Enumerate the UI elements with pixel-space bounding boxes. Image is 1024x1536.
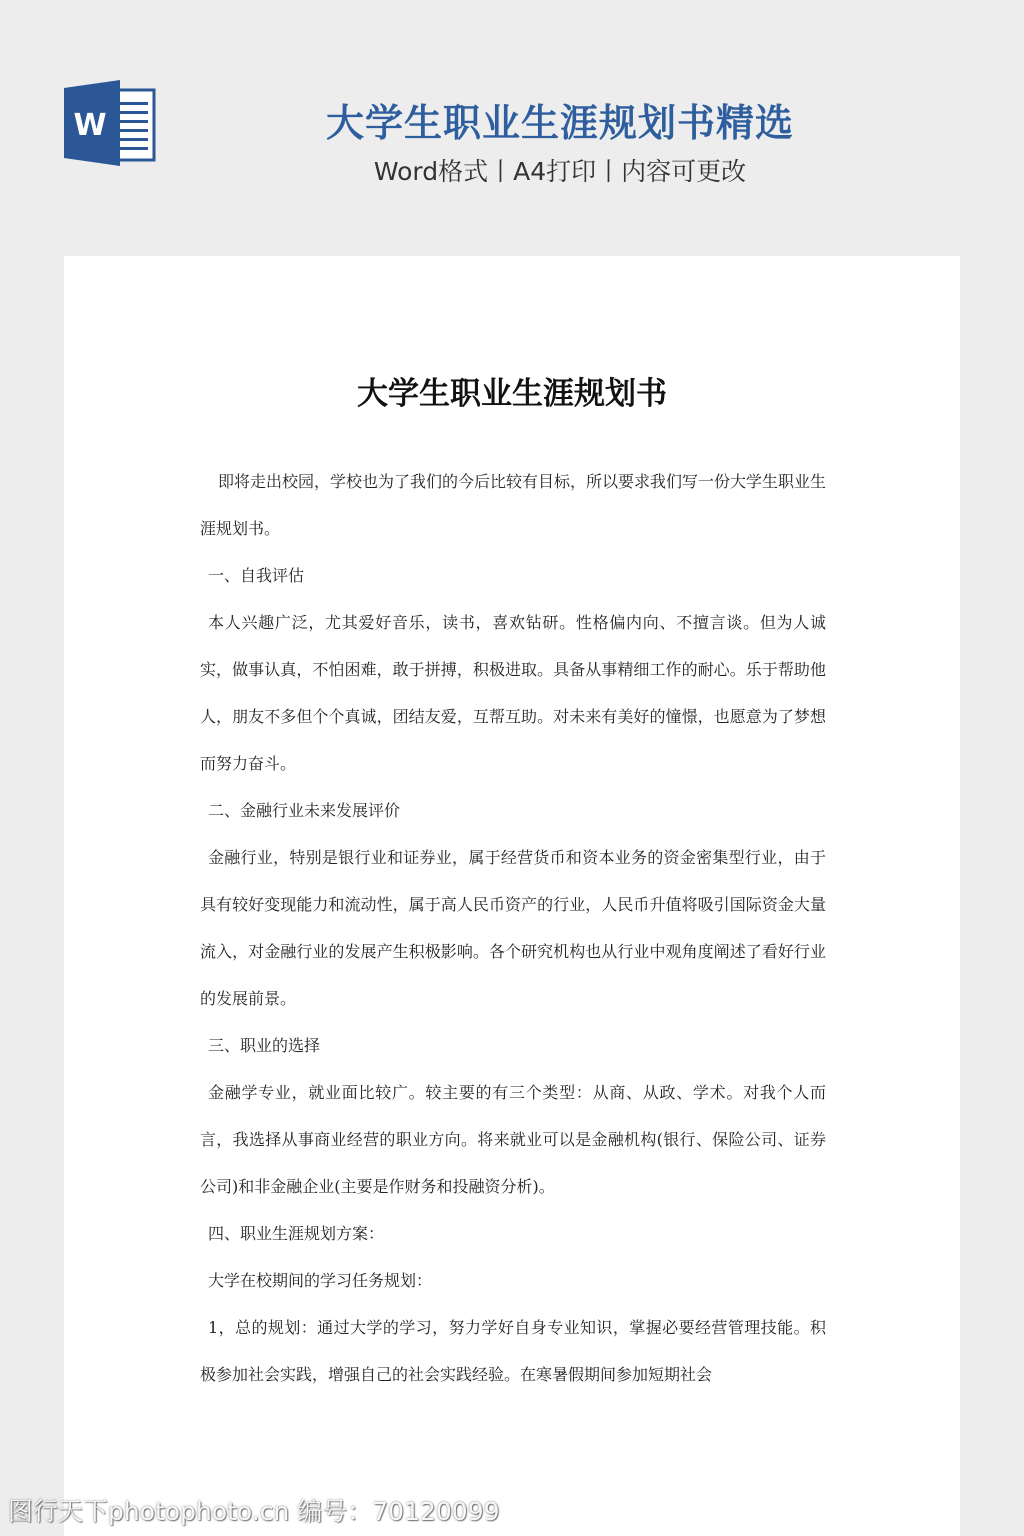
document-title: 大学生职业生涯规划书 (357, 376, 667, 412)
section-heading: 二、金融行业未来发展评价 (208, 801, 401, 820)
intro-paragraph: 即将走出校园，学校也为了我们的今后比较有目标，所以要求我们写一份大学生职业生涯规划书。 (200, 472, 827, 538)
header-subtitle: Word格式丨A4打印丨内容可更改 (373, 157, 747, 186)
header-title: 大学生职业生涯规划书精选 (325, 101, 794, 145)
word-doc-icon (64, 80, 158, 166)
body-paragraph: 金融行业，特别是银行业和证券业，属于经营货币和资本业务的资金密集型行业，由于具有较好变现能力和流动性，属于高人民币资产的行业，人民币升值将吸引国际资金大量流入，对金融行业的发展产生积极影响。各个研究机构也从行业中观角度阐述了看好行业的发展前景。 (200, 848, 826, 1008)
document-body (200, 458, 826, 1398)
body-paragraph: 本人兴趣广泛，尤其爱好音乐，读书，喜欢钻研。性格偏内向、不擅言谈。但为人诚实，做事认真，不怕困难，敢于拼搏，积极进取。具备从事精细工作的耐心。乐于帮助他人，朋友不多但个个真诚，团结友爱，互帮互助。对未来有美好的憧憬，也愿意为了梦想而努力奋斗。 (200, 613, 826, 773)
body-paragraph: 大学在校期间的学习任务规划： (208, 1271, 433, 1290)
section-heading: 四、职业生涯规划方案： (208, 1224, 385, 1243)
body-paragraph: 1，总的规划：通过大学的学习，努力学好自身专业知识，掌握必要经营管理技能。积极参加社会实践，增强自己的社会实践经验。在寒暑假期间参加短期社会 (200, 1318, 826, 1384)
page-header (0, 0, 1024, 230)
word-icon-letter: W (73, 108, 107, 143)
body-paragraph: 金融学专业，就业面比较广。较主要的有三个类型：从商、从政、学术。对我个人而言，我选择从事商业经营的职业方向。将来就业可以是金融机构(银行、保险公司、证券公司)和非金融企业(主要是作财务和投融资分析)。 (200, 1083, 826, 1196)
section-heading: 一、自我评估 (208, 566, 305, 585)
section-heading: 三、职业的选择 (208, 1036, 321, 1055)
watermark-text: 图行天下photophoto.cn 编号：70120099 (8, 1497, 500, 1526)
